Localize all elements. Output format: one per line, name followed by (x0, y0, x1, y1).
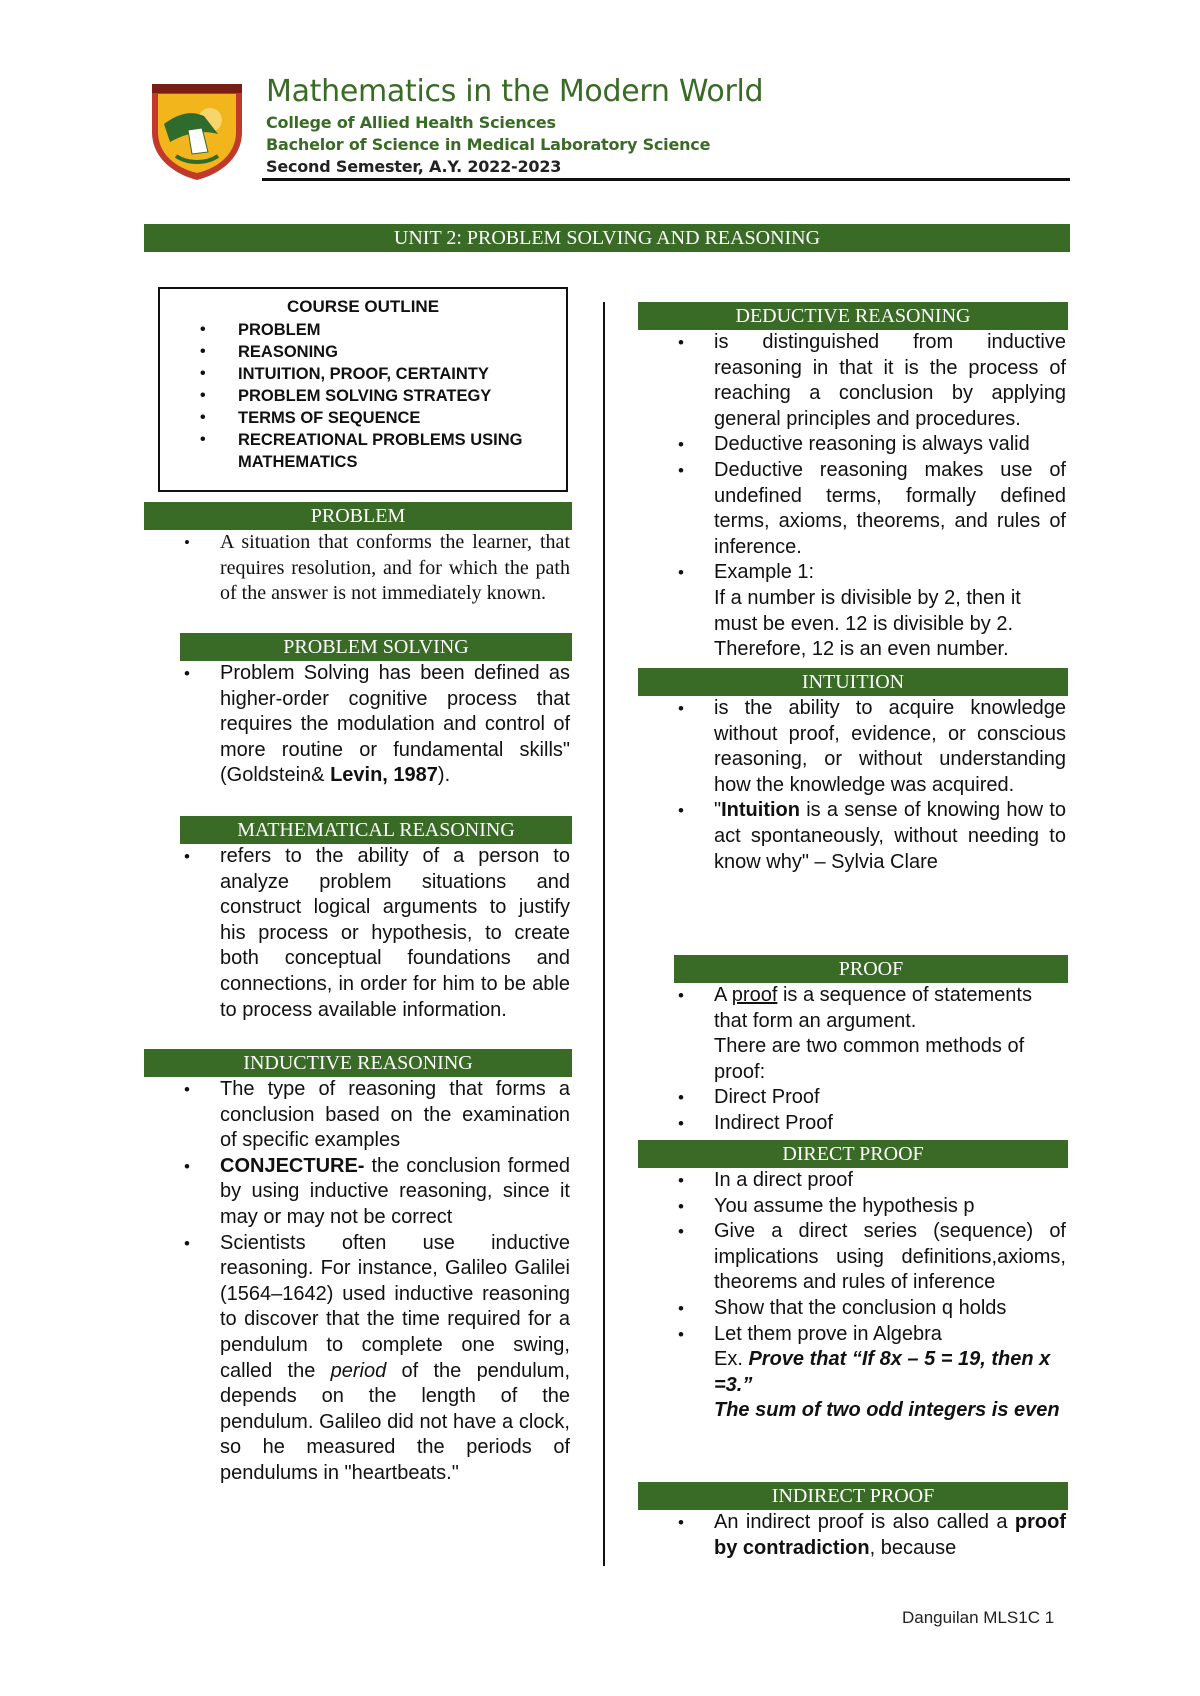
section-bar-problem-solving: PROBLEM SOLVING (180, 633, 572, 661)
section-bar-mathematical-reasoning: MATHEMATICAL REASONING (180, 816, 572, 844)
outline-item: • TERMS OF SEQUENCE (238, 407, 556, 429)
list-item: • Indirect Proof (714, 1111, 1066, 1137)
section-bar-deductive-reasoning: DEDUCTIVE REASONING (638, 302, 1068, 330)
indirect-proof-section (714, 1510, 1066, 1561)
course-outline-list (170, 319, 556, 473)
list-item: • Let them prove in Algebra Ex. Prove that “If 8x – 5 = 19, then x =3.” The sum of two odd integers is even (714, 1322, 1066, 1424)
list-item: • refers to the ability of a person to analyze problem situations and construct logical arguments to justify his process or hypothesis, to create both conceptual foundations and connections, in order for him to be able to process available information. (220, 844, 570, 1023)
header-divider (262, 178, 1070, 181)
list-item: • Problem Solving has been defined as higher-order cognitive process that requires the modulation and control of more routine or fundamental skills" (Goldstein& Levin, 1987). (220, 661, 570, 789)
course-outline-box (158, 287, 568, 492)
unit-title-bar: UNIT 2: PROBLEM SOLVING AND REASONING (144, 224, 1070, 252)
list-item: • Example 1: If a number is divisible by 2, then it must be even. 12 is divisible by 2. Therefore, 12 is an even number. (714, 560, 1066, 662)
problem-section (220, 530, 570, 607)
column-divider (603, 302, 605, 1566)
list-item: • CONJECTURE- the conclusion formed by using inductive reasoning, since it may or may not be correct (220, 1154, 570, 1231)
outline-item: • PROBLEM SOLVING STRATEGY (238, 385, 556, 407)
direct-proof-section (714, 1168, 1066, 1424)
section-bar-inductive-reasoning: INDUCTIVE REASONING (144, 1049, 572, 1077)
section-bar-direct-proof: DIRECT PROOF (638, 1140, 1068, 1168)
list-item: • The type of reasoning that forms a conclusion based on the examination of specific examples (220, 1077, 570, 1154)
list-item: • A proof is a sequence of statements that form an argument. There are two common methods of proof: (714, 983, 1066, 1085)
program-name: Bachelor of Science in Medical Laboratory Science (266, 135, 711, 154)
list-item: • You assume the hypothesis p (714, 1194, 1066, 1220)
section-bar-problem: PROBLEM (144, 502, 572, 530)
list-item: • Direct Proof (714, 1085, 1066, 1111)
list-item: • In a direct proof (714, 1168, 1066, 1194)
section-bar-intuition: INTUITION (638, 668, 1068, 696)
proof-section (714, 983, 1066, 1137)
section-bar-proof: PROOF (674, 955, 1068, 983)
document-header (266, 72, 763, 178)
outline-item: • REASONING (238, 341, 556, 363)
college-name: College of Allied Health Sciences (266, 113, 556, 132)
deductive-reasoning-section (714, 330, 1066, 663)
list-item: • Deductive reasoning is always valid (714, 432, 1066, 458)
list-item: • is distinguished from inductive reasoning in that it is the process of reaching a conclusion by applying general principles and procedures. (714, 330, 1066, 432)
university-shield-logo (148, 80, 246, 182)
course-title: Mathematics in the Modern World (266, 74, 764, 109)
problem-solving-section (220, 661, 570, 789)
course-outline-title: COURSE OUTLINE (286, 297, 440, 316)
list-item: • Show that the conclusion q holds (714, 1296, 1066, 1322)
list-item: • Deductive reasoning makes use of undefined terms, formally defined terms, axioms, theorems, and rules of inference. (714, 458, 1066, 560)
intuition-section (714, 696, 1066, 875)
mathematical-reasoning-section (220, 844, 570, 1023)
inductive-reasoning-section (220, 1077, 570, 1487)
list-item: • A situation that conforms the learner, that requires resolution, and for which the path of the answer is not immediately known. (220, 530, 570, 607)
list-item: • An indirect proof is also called a proof by contradiction, because (714, 1510, 1066, 1561)
list-item: • "Intuition is a sense of knowing how to act spontaneously, without needing to know why" – Sylvia Clare (714, 798, 1066, 875)
outline-item: • PROBLEM (238, 319, 556, 341)
page-footer: Danguilan MLS1C 1 (902, 1608, 1055, 1627)
outline-item: • INTUITION, PROOF, CERTAINTY (238, 363, 556, 385)
list-item: • is the ability to acquire knowledge without proof, evidence, or conscious reasoning, or without understanding how the knowledge was acquired. (714, 696, 1066, 798)
section-bar-indirect-proof: INDIRECT PROOF (638, 1482, 1068, 1510)
outline-item: • RECREATIONAL PROBLEMS USING MATHEMATICS (238, 429, 556, 473)
list-item: • Give a direct series (sequence) of implications using definitions,axioms, theorems and rules of inference (714, 1219, 1066, 1296)
semester-label: Second Semester, A.Y. 2022-2023 (266, 157, 562, 176)
list-item: • Scientists often use inductive reasoning. For instance, Galileo Galilei (1564–1642) used inductive reasoning to discover that the time required for a pendulum to complete one swing, called the period of the pendulum, depends on the length of the pendulum. Galileo did not have a clock, so he measured the periods of pendulums in "heartbeats." (220, 1231, 570, 1487)
